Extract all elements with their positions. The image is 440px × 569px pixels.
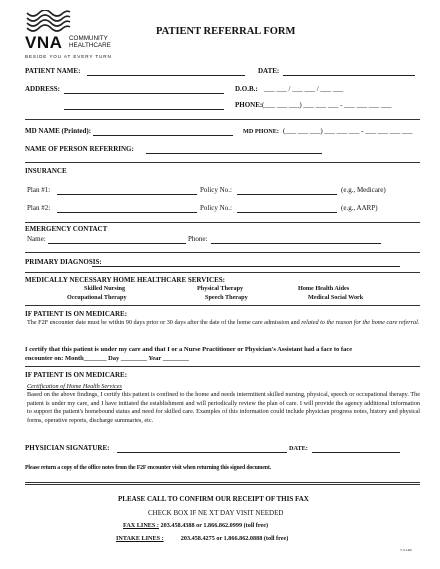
- address-label: ADDRESS:: [25, 85, 61, 93]
- divider: [25, 482, 420, 485]
- next-day-visit-checkbox-label[interactable]: CHECK BOX IF NE XT DAY VISIT NEEDED: [148, 509, 284, 517]
- medicare1-heading: IF PATIENT IS ON MEDICARE:: [25, 310, 128, 318]
- form-title: PATIENT REFERRAL FORM: [156, 26, 296, 37]
- md-phone-label: MD PHONE:: [243, 128, 279, 135]
- plan1-example: (e.g., Medicare): [341, 186, 386, 194]
- intake-value: 203.458.4275 or 1.866.862.0888 (toll free): [180, 535, 289, 542]
- dob-label: D.O.B.:: [235, 85, 258, 93]
- emergency-name-field[interactable]: [48, 243, 186, 244]
- phone-label: PHONE:: [235, 101, 263, 109]
- divider: [25, 119, 420, 120]
- phone-field[interactable]: (___ ___ ___) ___ ___ ___ - ___ ___ ___ ___: [262, 101, 392, 109]
- divider: [25, 366, 420, 367]
- fax-value: 203.458.4388 or 1.866.862.0999 (toll free): [160, 522, 269, 529]
- divider: [25, 272, 420, 273]
- f2f-line2-italic: reason for the home care referral.: [335, 319, 420, 326]
- services-heading: MEDICALLY NECESSARY HOME HEALTHCARE SERVICES:: [25, 276, 225, 284]
- logo-tagline: BESIDE YOU AT EVERY TURN: [25, 54, 112, 59]
- insurance-heading: INSURANCE: [25, 167, 67, 175]
- emergency-phone-field[interactable]: [211, 243, 381, 244]
- dob-field[interactable]: ___ ___ / ___ ___ / ___ ___: [264, 85, 344, 93]
- policy1-label: Policy No.:: [200, 186, 232, 194]
- patient-name-field[interactable]: [87, 75, 245, 76]
- divider: [25, 252, 420, 253]
- fax-label: FAX LINES :: [123, 522, 159, 529]
- logo-wave-icon: [25, 10, 71, 34]
- plan1-label: Plan #1:: [27, 186, 51, 194]
- certification-heading: Certification of Home Health Services: [27, 383, 122, 390]
- referrer-label: NAME OF PERSON REFERRING:: [25, 145, 134, 153]
- encounter-date-field[interactable]: encounter on: Month_______ Day ________ Year ________: [25, 355, 189, 362]
- logo-name: VNA: [25, 33, 63, 52]
- signature-label: PHYSICIAN SIGNATURE:: [25, 444, 110, 452]
- fax-lines: [123, 522, 268, 529]
- policy2-label: Policy No.:: [200, 204, 232, 212]
- plan2-example: (e.g., AARP): [341, 204, 378, 212]
- address-field-line1[interactable]: [64, 93, 224, 94]
- form-code: 7-3-14R: [400, 548, 412, 552]
- intake-label: INTAKE LINES :: [116, 535, 164, 542]
- referrer-field[interactable]: [146, 153, 322, 154]
- signature-field[interactable]: [117, 452, 287, 453]
- service-home-health-aides[interactable]: Home Health Aides: [298, 285, 350, 292]
- logo: [25, 10, 135, 66]
- md-name-field[interactable]: [93, 135, 233, 136]
- f2f-line1: The F2F encounter date must be within 90 days prior or 30 days after the date of the home care admission and: [27, 319, 300, 326]
- md-name-label: MD NAME (Printed):: [25, 127, 92, 135]
- logo-line1: COMMUNITY: [69, 35, 108, 42]
- certification-text: [27, 391, 420, 425]
- cert-line: of care. I will provide the agency additional information to support the patient's homebound status and need for skilled care.: [27, 399, 421, 416]
- emergency-heading: EMERGENCY CONTACT: [25, 225, 108, 233]
- plan2-label: Plan #2:: [27, 204, 51, 212]
- policy2-field[interactable]: [237, 212, 337, 213]
- cert-line: or occupational therapy. The patient is under my care, and I have initiated the establishment and will periodically review the plan: [27, 391, 420, 407]
- call-to-confirm: PLEASE CALL TO CONFIRM OUR RECEIPT OF THIS FAX: [118, 495, 309, 503]
- divider: [25, 222, 420, 223]
- patient-name-label: PATIENT NAME:: [25, 67, 81, 75]
- plan1-field[interactable]: [57, 194, 197, 195]
- f2f-line1-italic: related to the: [301, 319, 335, 326]
- signature-date-field[interactable]: [312, 452, 400, 453]
- service-skilled-nursing[interactable]: Skilled Nursing: [84, 285, 126, 292]
- certify-face-to-face: I certify that this patient is under my care and that I or a Nurse Practitioner or Physician's Assistant had a face to face: [25, 346, 353, 353]
- policy1-field[interactable]: [237, 194, 337, 195]
- diagnosis-label: PRIMARY DIAGNOSIS:: [25, 258, 102, 266]
- service-occupational-therapy[interactable]: Occupational Therapy: [67, 294, 127, 301]
- f2f-requirement-text: [27, 319, 420, 328]
- logo-line2: HEALTHCARE: [69, 42, 111, 49]
- emergency-name-label: Name:: [27, 235, 46, 243]
- cert-line: Examples of this information could include physician progress notes, history and physical forms, operative reports, discharge: [27, 408, 421, 424]
- md-phone-field[interactable]: (___ ___ ___) ___ ___ ___ - ___ ___ ___ ___: [283, 127, 413, 135]
- service-medical-social-work[interactable]: Medical Social Work: [308, 294, 364, 301]
- service-physical-therapy[interactable]: Physical Therapy: [197, 285, 244, 292]
- return-note: Please return a copy of the office notes from the F2F encounter visit when returning this signed document.: [25, 465, 271, 471]
- divider: [25, 162, 420, 163]
- diagnosis-field[interactable]: [92, 266, 400, 267]
- plan2-field[interactable]: [57, 212, 197, 213]
- service-speech-therapy[interactable]: Speech Therapy: [205, 294, 248, 301]
- intake-lines: [116, 535, 288, 542]
- cert-line: summaries, etc.: [114, 416, 154, 424]
- address-field-line2[interactable]: [64, 109, 224, 110]
- date-field[interactable]: [283, 75, 415, 76]
- signature-date-label: DATE:: [289, 445, 308, 452]
- date-label: DATE:: [258, 67, 280, 75]
- divider: [25, 305, 420, 306]
- cert-line: Based on the above findings, I certify this patient is confined to the home and needs intermittent skilled nursing, physical, speech: [27, 391, 348, 398]
- emergency-phone-label: Phone:: [188, 235, 208, 243]
- medicare2-heading: IF PATIENT IS ON MEDICARE:: [25, 371, 128, 379]
